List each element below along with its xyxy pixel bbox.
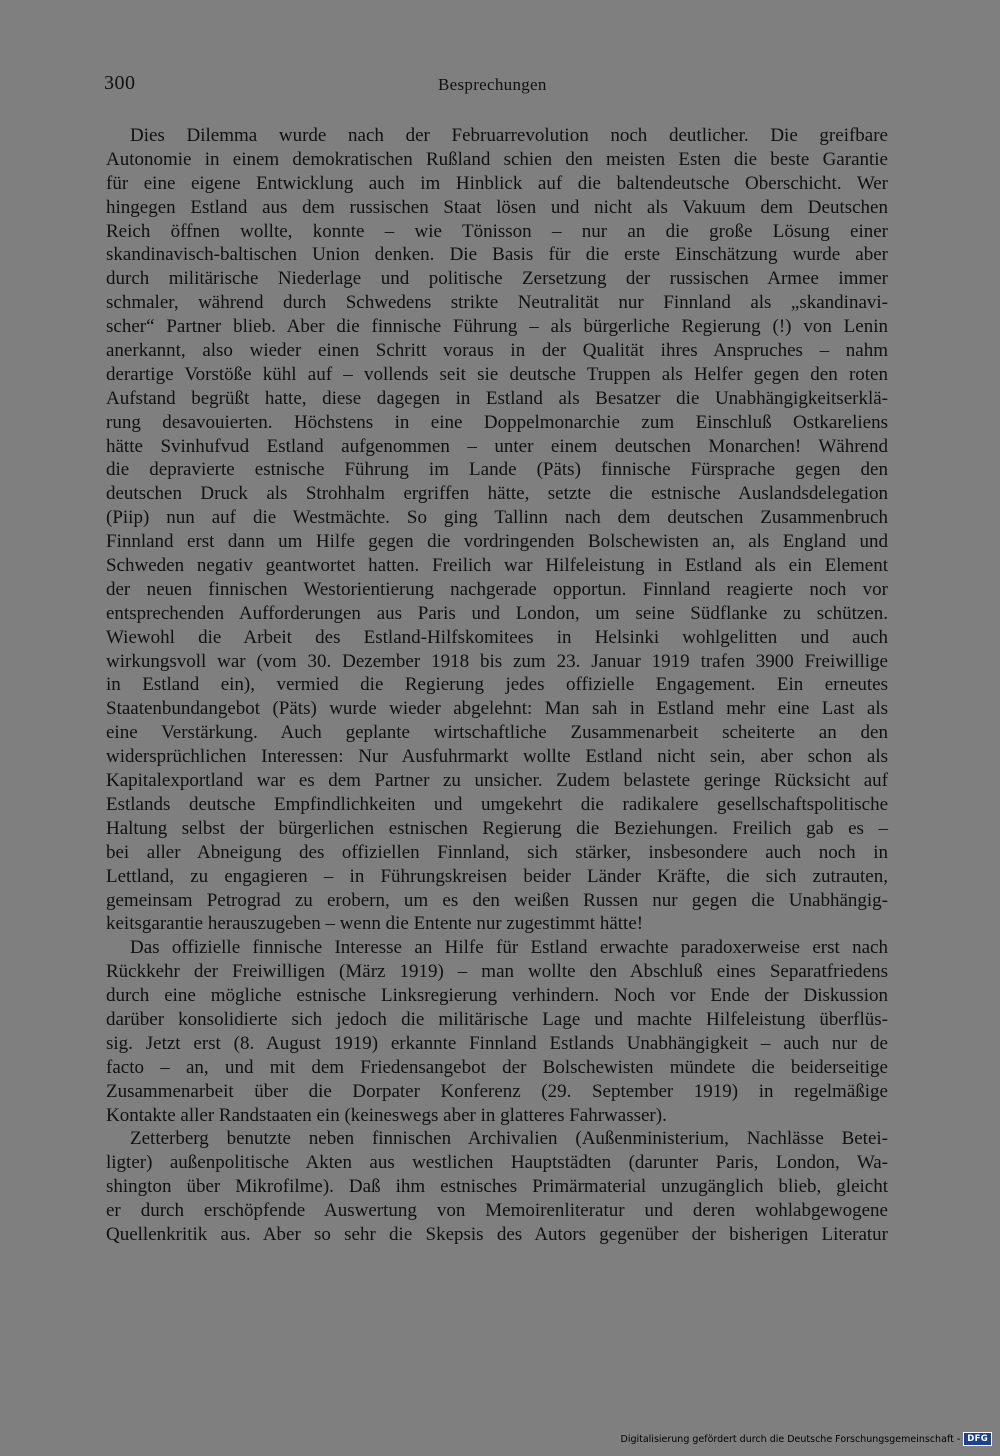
text-line: derartige Vorstöße kühl auf – vollends seit sie deutsche Truppen als Helfer gegen den roten — [106, 363, 888, 385]
text-line: durch eine mögliche estnische Linksregierung verhindern. Noch vor Ende der Diskussion — [106, 985, 888, 1007]
text-line: deutschen Druck als Strohhalm ergriffen hätte, setzte die estnische Auslandsdelegation — [106, 483, 888, 505]
text-line: facto – an, und mit dem Friedensangebot der Bolschewisten mündete die beiderseitige — [106, 1056, 888, 1078]
text-line: der neuen finnischen Westorientierung nachgerade opportun. Finnland reagierte noch vor — [106, 578, 888, 600]
text-line: Zusammenarbeit über die Dorpater Konferenz (29. September 1919) in regelmäßige — [106, 1080, 888, 1102]
text-line: widersprüchlichen Interessen: Nur Ausfuhrmarkt wollte Estland nicht sein, aber schon als — [106, 746, 888, 768]
text-line: Haltung selbst der bürgerlichen estnischen Regierung die Beziehungen. Freilich gab es – — [106, 817, 888, 839]
text-line: entsprechenden Aufforderungen aus Paris und London, um seine Südflanke zu schützen. — [106, 602, 888, 624]
text-line: darüber konsolidierte sich jedoch die militärische Lage und machte Hilfeleistung überflüs- — [106, 1008, 888, 1030]
text-line: anerkannt, also wieder einen Schritt voraus in der Qualität ihres Anspruches – nahm — [106, 340, 888, 362]
text-line: Wiewohl die Arbeit des Estland-Hilfskomitees in Helsinki wohlgelitten und auch — [106, 626, 888, 648]
text-line: Das offizielle finnische Interesse an Hilfe für Estland erwachte paradoxerweise erst nach — [130, 937, 888, 959]
text-line: für eine eigene Entwicklung auch im Hinblick auf die baltendeutsche Oberschicht. Wer — [106, 172, 888, 194]
text-line: Reich öffnen wollte, konnte – wie Tönisson – nur an die große Lösung einer — [106, 220, 888, 242]
text-body — [106, 124, 888, 1247]
page-number: 300 — [104, 72, 136, 94]
dfg-logo: DFG — [963, 1432, 992, 1446]
text-line: bei aller Abneigung des offiziellen Finnland, sich stärker, insbesondere auch noch in — [106, 841, 888, 863]
text-line: gemeinsam Petrograd zu erobern, um es den weißen Russen nur gegen die Unabhängig- — [106, 889, 888, 911]
text-line: Quellenkritik aus. Aber so sehr die Skepsis des Autors gegenüber der bisherigen Literatur — [106, 1223, 888, 1245]
text-line: scher“ Partner blieb. Aber die finnische Führung – als bürgerliche Regierung (!) von Lenin — [106, 316, 888, 338]
text-line: skandinavisch-baltischen Union denken. Die Basis für die erste Einschätzung wurde aber — [106, 244, 888, 266]
funding-credit: Digitalisierung gefördert durch die Deutsche Forschungsgemeinschaft - — [620, 1433, 961, 1445]
text-line: shington über Mikrofilme). Daß ihm estnisches Primärmaterial unzugänglich blieb, gleicht — [106, 1176, 888, 1198]
text-line: rung desavouierten. Höchstens in eine Doppelmonarchie zum Einschluß Ostkareliens — [106, 411, 888, 433]
text-line: in Estland ein), vermied die Regierung jedes offizielle Engagement. Ein erneutes — [106, 674, 888, 696]
text-line: Schweden negativ geantwortet hatten. Freilich war Hilfeleistung in Estland als ein Element — [106, 555, 888, 577]
text-line: die depravierte estnische Führung im Lande (Päts) finnische Fürsprache gegen den — [106, 459, 888, 481]
digitization-footer — [621, 1432, 993, 1446]
text-line: Aufstand begrüßt hatte, diese dagegen in Estland als Besatzer die Unabhängigkeitserklä- — [106, 387, 888, 409]
text-line: ligter) außenpolitische Akten aus westlichen Hauptstädten (darunter Paris, London, Wa- — [106, 1152, 888, 1174]
text-line: Autonomie in einem demokratischen Rußland schien den meisten Esten die beste Garantie — [106, 148, 888, 170]
text-line: hätte Svinhufvud Estland aufgenommen – unter einem deutschen Monarchen! Während — [106, 435, 888, 457]
text-line: keitsgarantie herauszugeben – wenn die Entente nur zugestimmt hätte! — [106, 913, 644, 935]
text-line: er durch erschöpfende Auswertung von Memoirenliteratur und deren wohlabgewogene — [106, 1200, 888, 1222]
text-line: Lettland, zu engagieren – in Führungskreisen beider Länder Kräfte, die sich zutrauten, — [106, 865, 888, 887]
text-line: Kapitalexportland war es dem Partner zu unsicher. Zudem belastete geringe Rücksicht auf — [106, 770, 888, 792]
text-line: eine Verstärkung. Auch geplante wirtschaftliche Zusammenarbeit scheiterte an den — [106, 722, 888, 744]
text-line: Finnland erst dann um Hilfe gegen die vordringenden Bolschewisten an, als England und — [106, 531, 888, 553]
text-line: Staatenbundangebot (Päts) wurde wieder abgelehnt: Man sah in Estland mehr eine Last als — [106, 698, 888, 720]
text-line: sig. Jetzt erst (8. August 1919) erkannte Finnland Estlands Unabhängigkeit – auch nur de — [106, 1032, 888, 1054]
text-line: wirkungsvoll war (vom 30. Dezember 1918 bis zum 23. Januar 1919 trafen 3900 Freiwillige — [106, 650, 888, 672]
text-line: durch militärische Niederlage und politische Zersetzung der russischen Armee immer — [106, 268, 888, 290]
running-head: Besprechungen — [438, 75, 547, 94]
text-line: (Piip) nun auf die Westmächte. So ging Tallinn nach dem deutschen Zusammenbruch — [106, 507, 888, 529]
text-line: schmaler, während durch Schwedens strikte Neutralität nur Finnland als „skandinavi- — [106, 292, 888, 314]
text-line: Rückkehr der Freiwilligen (März 1919) – man wollte den Abschluß eines Separatfriedens — [106, 961, 888, 983]
text-line: hingegen Estland aus dem russischen Staat lösen und nicht als Vakuum dem Deutschen — [106, 196, 888, 218]
text-line: Kontakte aller Randstaaten ein (keineswegs aber in glatteres Fahrwasser). — [106, 1104, 667, 1126]
text-line: Zetterberg benutzte neben finnischen Archivalien (Außenministerium, Nachlässe Betei- — [130, 1128, 888, 1150]
text-line: Dies Dilemma wurde nach der Februarrevolution noch deutlicher. Die greifbare — [130, 125, 888, 146]
text-line: Estlands deutsche Empfindlichkeiten und umgekehrt die radikalere gesellschaftspolitische — [106, 793, 888, 815]
